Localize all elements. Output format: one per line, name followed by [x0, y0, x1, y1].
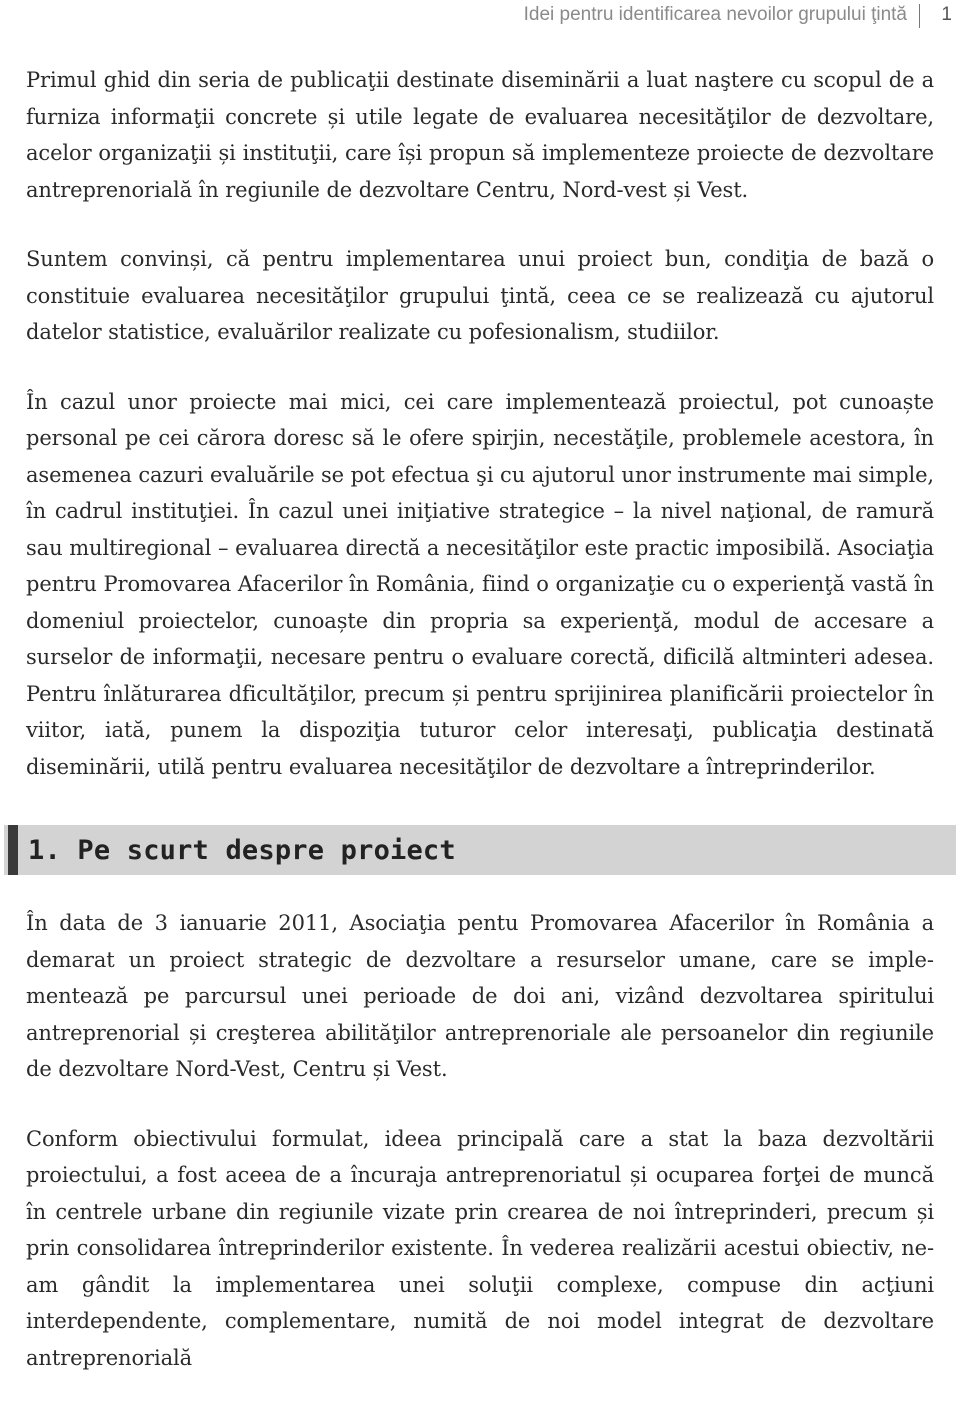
- section-spacer: [26, 785, 934, 825]
- section-spacer: [26, 875, 934, 905]
- section-heading: [4, 825, 956, 875]
- intro-paragraph-2: Suntem convinși, că pentru implementarea unui proiect bun, condiţia de bază o constituie evaluarea necesităţilor grupului ţintă, ceea ce se realizează cu ajutorul datelor statistice, evaluărilor realizate cu pofesionalism, studiilor.: [26, 247, 934, 344]
- running-title: Idei pentru identificarea nevoilor grupului ţintă: [524, 4, 920, 28]
- intro-paragraph-1: Primul ghid din seria de publicaţii destinate diseminării a luat naştere cu scopul de a furniza informaţii concrete și utile legate de evaluarea necesităţilor de dezvoltare, acelor organizaţii și instituţii, care își propun să implementeze proiecte de dezvoltare antreprenorială în regiunile de dezvoltare Centru, Nord-vest și Vest.: [26, 68, 934, 202]
- paragraph-spacer: [26, 351, 934, 384]
- section-heading-title: 1. Pe scurt despre proiect: [28, 834, 456, 866]
- paragraph-spacer: [26, 1088, 934, 1121]
- running-header: [0, 0, 960, 34]
- page-number: 1: [941, 4, 952, 25]
- section-paragraph-2: Conform obiectivului formulat, ideea principală care a stat la baza dezvoltării proiectului, a fost aceea de a încuraja antreprenoriatul și ocuparea forţei de muncă în centrele urbane din regiunile vizate prin crearea de noi întreprinderi, precum și prin consolidarea întreprinderilor existente. În vederea realizării acestui obiectiv, ne-am gândit la implementarea unei soluţii complexe, compuse din acţiuni interdependente, complementare, numită de noi model integrat de dezvoltare antreprenorială: [26, 1126, 934, 1370]
- section-paragraph-1: În data de 3 ianuarie 2011, Asociaţia pentu Promovarea Afacerilor în România a demarat un proiect strategic de dezvoltare a resurselor umane, care se implementează pe parcursul unei perioade de doi ani, vizând dezvoltarea spiritului antreprenorial și creşterea abilităţilor antreprenoriale ale persoanelor din regiunile de dezvoltare Nord-Vest, Centru și Vest.: [26, 911, 934, 1081]
- page-content: [26, 62, 934, 1376]
- intro-paragraph-3: În cazul unor proiecte mai mici, cei care implementează proiectul, pot cunoaște personal pe cei cărora doresc să le ofere spirjin, necestăţile, problemele acestora, în asemenea cazuri evaluările se pot efectua şi cu ajutorul unor instrumente mai simple, în cadrul instituţiei. În cazul unei iniţiative strategice – la nivel naţional, de ramură sau multiregional – evaluarea directă a necesităţilor este practic imposibilă. Asociaţia pentru Promovarea Afacerilor în România, fiind o organizaţie cu o experienţă vastă în domeniul proiectelor, cunoaște din propria sa experienţă, modul de accesare a surselor de informaţii, necesare pentru o evaluare corectă, dificilă altminteri adesea. Pentru înlăturarea dficultăţilor, precum și pentru sprijinirea planificării proiectelor în viitor, iată, punem la dispoziţia tuturor celor interesaţi, publicaţia destinată diseminării, utilă pentru evaluarea necesităţilor de dezvoltare a întreprinderilor.: [26, 389, 934, 779]
- paragraph-spacer: [26, 208, 934, 241]
- heading-accent-bar: [8, 825, 18, 875]
